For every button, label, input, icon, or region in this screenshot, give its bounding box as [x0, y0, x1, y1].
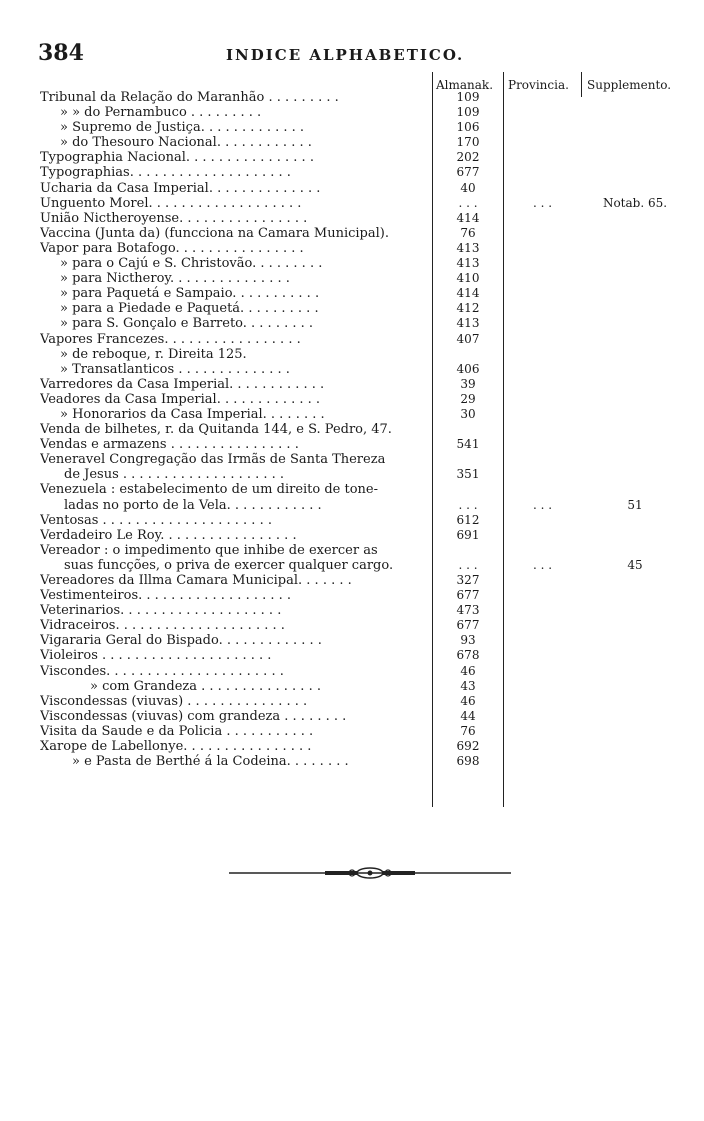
- entry-almanak-page: 414: [456, 286, 480, 301]
- index-entry: [0, 558, 704, 573]
- index-entry: [0, 226, 704, 241]
- index-entry: [0, 633, 704, 648]
- entry-text: » de reboque, r. Direita 125.: [60, 346, 247, 362]
- index-entry: [0, 694, 704, 709]
- index-entry: [0, 347, 704, 362]
- index-entry: [0, 603, 704, 618]
- entry-supplemento-page: 51: [627, 497, 643, 512]
- entry-text: Veadores da Casa Imperial. . . . . . . . . . . . .: [40, 391, 321, 407]
- entry-supplemento-page: 45: [627, 557, 643, 572]
- entry-almanak-page: . . .: [458, 557, 478, 572]
- entry-text: » e Pasta de Berthé á la Codeina. . . . . . . .: [72, 754, 349, 770]
- entry-text: Viscondessas (viuvas) . . . . . . . . . . . . . . .: [40, 693, 308, 709]
- entry-text: » para Paquetá e Sampaio. . . . . . . . . . .: [60, 286, 320, 302]
- index-entry: [0, 392, 704, 407]
- column-header-supplemento: Supplemento.: [587, 78, 672, 92]
- entry-almanak-page: 351: [456, 467, 480, 482]
- entry-text: Ucharia da Casa Imperial. . . . . . . . . . . . . .: [40, 180, 321, 196]
- index-entry: [0, 316, 704, 331]
- ornament-divider: [229, 866, 511, 880]
- column-header-provincia: Provincia.: [508, 78, 569, 92]
- index-entry: [0, 90, 704, 105]
- entry-text: Viscondes. . . . . . . . . . . . . . . . . . . . . .: [40, 663, 284, 679]
- index-entry: [0, 648, 704, 663]
- index-entry: [0, 724, 704, 739]
- entry-almanak-page: 612: [456, 512, 480, 527]
- index-entry: [0, 150, 704, 165]
- entry-text: » do Thesouro Nacional. . . . . . . . . . . .: [60, 135, 312, 151]
- index-entry: [0, 754, 704, 769]
- index-entry: [0, 407, 704, 422]
- entry-almanak-page: 698: [456, 754, 480, 769]
- index-entry: [0, 482, 704, 497]
- entry-text: Visita da Saude e da Policia . . . . . . . . . . .: [40, 723, 314, 739]
- entry-text: Xarope de Labellonye. . . . . . . . . . . . . . . .: [40, 739, 312, 755]
- entry-text: Vapor para Botafogo. . . . . . . . . . . . . . . .: [40, 240, 304, 256]
- entry-text: Varredores da Casa Imperial. . . . . . . . . . . .: [40, 376, 325, 392]
- entry-text: Vendas e armazens . . . . . . . . . . . . . . . .: [40, 437, 299, 453]
- page-number: 384: [38, 40, 84, 66]
- index-entry: [0, 135, 704, 150]
- entry-text: Vereadores da Illma Camara Municipal. . . . . . .: [40, 573, 352, 588]
- entry-almanak-page: 406: [456, 361, 480, 376]
- entry-almanak-page: 39: [460, 376, 476, 391]
- entry-text: Vereador : o impedimento que inhibe de exercer as: [40, 542, 378, 558]
- entry-almanak-page: 327: [456, 573, 480, 587]
- entry-text: » para Nictheroy. . . . . . . . . . . . . . .: [60, 271, 290, 287]
- entry-almanak-page: 473: [456, 603, 480, 618]
- index-entry: [0, 679, 704, 694]
- entry-almanak-page: 109: [456, 90, 480, 104]
- entry-text: Typographia Nacional. . . . . . . . . . . . . . . .: [40, 150, 314, 166]
- index-entry: [0, 377, 704, 392]
- index-entry: [0, 513, 704, 528]
- index-entry: [0, 543, 704, 558]
- entry-almanak-page: 46: [460, 693, 476, 708]
- entry-text: » com Grandeza . . . . . . . . . . . . . . .: [90, 678, 321, 694]
- index-entry: [0, 105, 704, 120]
- entry-text: » Supremo de Justiça. . . . . . . . . . . . .: [60, 120, 305, 136]
- entry-almanak-page: 691: [456, 527, 480, 542]
- entry-text: Violeiros . . . . . . . . . . . . . . . . . . . . .: [40, 648, 272, 664]
- index-entry: [0, 618, 704, 633]
- entry-text: suas funcções, o priva de exercer qualquer cargo.: [64, 557, 394, 573]
- entry-text: União Nictheroyense. . . . . . . . . . . . . . . .: [40, 210, 308, 226]
- entry-text: » para a Piedade e Paquetá. . . . . . . . . .: [60, 301, 319, 317]
- entry-almanak-page: 414: [456, 210, 480, 225]
- index-entry: [0, 528, 704, 543]
- index-entry: [0, 120, 704, 135]
- entry-almanak-page: 76: [460, 723, 476, 738]
- column-header-almanak: Almanak.: [436, 78, 494, 92]
- entry-text: Viscondessas (viuvas) com grandeza . . . . . . . .: [40, 708, 347, 724]
- index-entry: [0, 437, 704, 452]
- index-entry: [0, 498, 704, 513]
- index-entry: [0, 362, 704, 377]
- entry-almanak-page: 29: [460, 391, 476, 406]
- index-entry: [0, 332, 704, 347]
- entry-almanak-page: 413: [456, 316, 480, 331]
- entry-almanak-page: 410: [456, 271, 480, 286]
- entry-almanak-page: 170: [456, 135, 480, 150]
- entry-almanak-page: 76: [460, 225, 476, 240]
- entry-text: ladas no porto de la Vela. . . . . . . . . . . .: [64, 497, 322, 513]
- entry-text: Venezuela : estabelecimento de um direito de tone-: [40, 482, 379, 498]
- index-entry: [0, 467, 704, 482]
- entry-almanak-page: 106: [456, 120, 480, 135]
- index-entry: [0, 709, 704, 724]
- entry-almanak-page: 40: [460, 180, 476, 195]
- entry-almanak-page: 30: [460, 406, 476, 421]
- index-entry: [0, 271, 704, 286]
- index-entry: [0, 256, 704, 271]
- entry-text: Vigararia Geral do Bispado. . . . . . . . . . . . .: [40, 633, 322, 649]
- entry-text: » para o Cajú e S. Christovão. . . . . . . . .: [60, 256, 323, 272]
- entry-almanak-page: 677: [456, 165, 480, 180]
- entry-text: Ventosas . . . . . . . . . . . . . . . . . . . . .: [40, 512, 272, 528]
- entry-text: » » do Pernambuco . . . . . . . . .: [60, 105, 262, 121]
- entry-text: Verdadeiro Le Roy. . . . . . . . . . . . . . . . .: [40, 527, 297, 543]
- index-entry: [0, 181, 704, 196]
- entry-text: » para S. Gonçalo e Barreto. . . . . . . . .: [60, 316, 314, 332]
- entry-text: Veterinarios. . . . . . . . . . . . . . . . . . . .: [40, 603, 282, 619]
- entry-provincia-page: . . .: [532, 557, 553, 572]
- entry-text: Vapores Francezes. . . . . . . . . . . . . . . . .: [40, 331, 301, 347]
- entry-text: Vestimenteiros. . . . . . . . . . . . . . . . . . .: [40, 588, 292, 604]
- entry-text: de Jesus . . . . . . . . . . . . . . . . . . . .: [64, 467, 285, 483]
- entry-text: Tribunal da Relação do Maranhão . . . . . . . . .: [40, 90, 339, 105]
- index-entry: [0, 301, 704, 316]
- index-entries: [0, 90, 704, 769]
- index-entry: [0, 211, 704, 226]
- entry-text: Venda de bilhetes, r. da Quitanda 144, e S. Pedro, 47.: [40, 422, 392, 438]
- index-entry: [0, 241, 704, 256]
- index-entry: [0, 422, 704, 437]
- entry-almanak-page: 202: [456, 150, 480, 165]
- entry-text: » Transatlanticos . . . . . . . . . . . . . .: [60, 361, 290, 377]
- index-entry: [0, 196, 704, 211]
- entry-provincia-page: . . .: [532, 195, 553, 210]
- entry-text: Unguento Morel. . . . . . . . . . . . . . . . . . .: [40, 195, 302, 211]
- entry-almanak-page: 93: [460, 633, 476, 648]
- entry-almanak-page: 46: [460, 663, 476, 678]
- entry-almanak-page: 541: [456, 437, 480, 452]
- entry-text: Veneravel Congregação das Irmãs de Santa Thereza: [40, 452, 386, 468]
- entry-almanak-page: 413: [456, 240, 480, 255]
- entry-almanak-page: 677: [456, 618, 480, 633]
- entry-text: Vidraceiros. . . . . . . . . . . . . . . . . . . . .: [40, 618, 285, 634]
- index-entry: [0, 165, 704, 180]
- index-entry: [0, 452, 704, 467]
- entry-almanak-page: 407: [456, 331, 480, 346]
- entry-almanak-page: 109: [456, 105, 480, 120]
- index-entry: [0, 573, 704, 588]
- index-entry: [0, 664, 704, 679]
- index-entry: [0, 286, 704, 301]
- page-title: INDICE ALPHABETICO.: [226, 46, 465, 64]
- entry-text: Typographias. . . . . . . . . . . . . . . . . . . .: [40, 165, 291, 181]
- entry-almanak-page: 692: [456, 739, 480, 754]
- index-entry: [0, 588, 704, 603]
- index-entry: [0, 739, 704, 754]
- entry-almanak-page: 677: [456, 588, 480, 603]
- entry-provincia-page: . . .: [532, 497, 553, 512]
- entry-almanak-page: 413: [456, 256, 480, 271]
- entry-text: » Honorarios da Casa Imperial. . . . . . . .: [60, 406, 325, 422]
- entry-almanak-page: . . .: [458, 497, 478, 512]
- entry-almanak-page: 412: [456, 301, 480, 316]
- entry-almanak-page: 44: [460, 708, 476, 723]
- entry-text: Vaccina (Junta da) (funcciona na Camara Municipal).: [40, 225, 389, 241]
- entry-almanak-page: 678: [456, 648, 480, 663]
- entry-almanak-page: 43: [460, 678, 476, 693]
- entry-almanak-page: . . .: [458, 195, 478, 210]
- entry-supplemento-page: Notab. 65.: [602, 195, 668, 210]
